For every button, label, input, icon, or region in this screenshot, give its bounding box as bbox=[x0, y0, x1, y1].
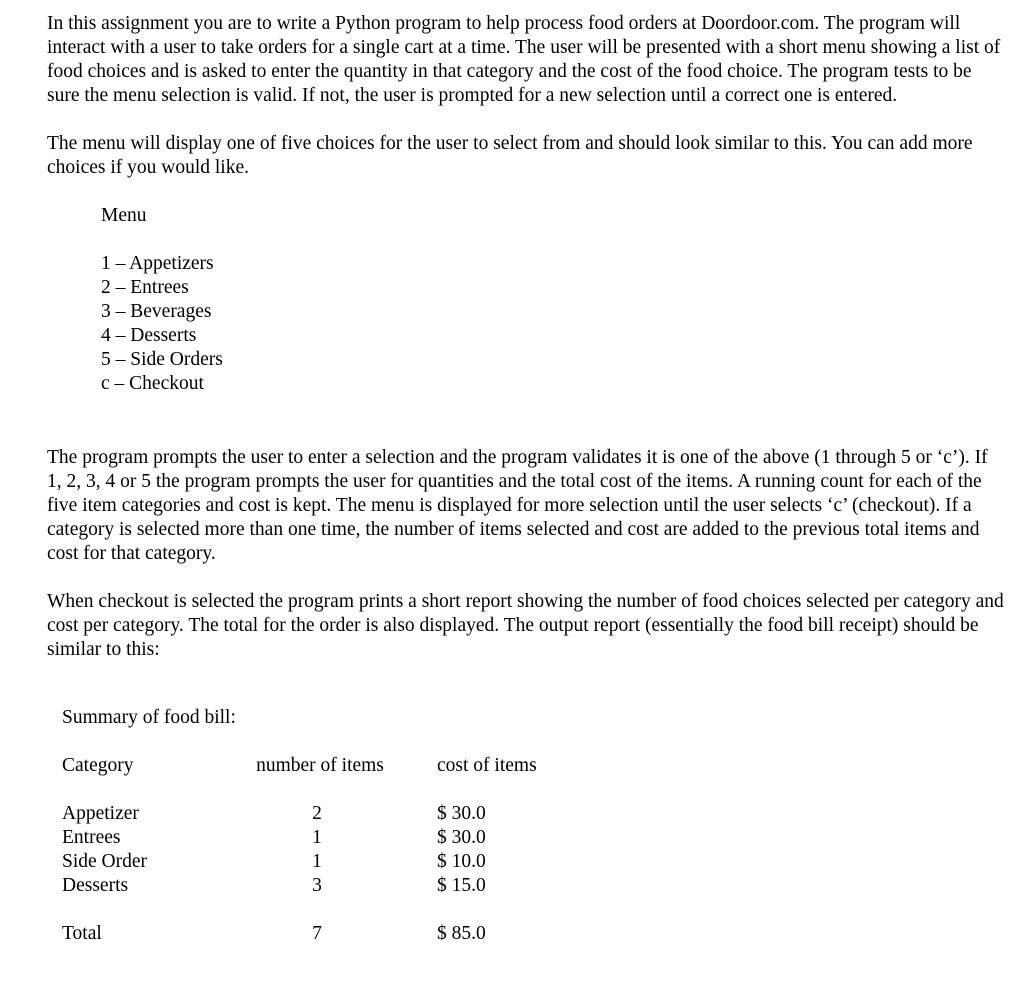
row-category: Entrees bbox=[62, 827, 121, 848]
category-header: Category bbox=[62, 755, 134, 776]
menu-item: 1 – Appetizers bbox=[101, 253, 214, 274]
row-category: Side Order bbox=[62, 851, 148, 872]
menu-example bbox=[101, 204, 1007, 396]
row-number: 1 bbox=[312, 851, 322, 872]
row-number: 3 bbox=[312, 875, 322, 896]
menu-item: 3 – Beverages bbox=[101, 301, 212, 322]
menu-item: 5 – Side Orders bbox=[101, 349, 223, 370]
row-cost: $ 10.0 bbox=[437, 851, 486, 872]
row-cost: $ 30.0 bbox=[437, 803, 486, 824]
cost-header: cost of items bbox=[437, 755, 537, 776]
summary-row bbox=[62, 874, 662, 898]
process-paragraph: The program prompts the user to enter a selection and the program validates it is one of the above (1 through 5 or ‘c’). If 1, 2, 3, 4 or 5 the program prompts the user for quantities and the total cost of the items. A running count for each of the five item categories and cost is kept. The menu is displayed for more selection until the user selects ‘c’ (checkout). If a category is selected more than one time, the number of items selected and cost are added to the previous total items and cost for that category. bbox=[47, 447, 988, 564]
number-header: number of items bbox=[256, 755, 384, 776]
menu-list bbox=[101, 252, 1007, 396]
summary-report bbox=[62, 706, 662, 946]
row-cost: $ 30.0 bbox=[437, 827, 486, 848]
summary-row bbox=[62, 826, 662, 850]
menu-item: 2 – Entrees bbox=[101, 277, 189, 298]
row-category: Desserts bbox=[62, 875, 129, 896]
summary-header-row bbox=[62, 754, 662, 778]
menu-item: 4 – Desserts bbox=[101, 325, 197, 346]
menu-item: c – Checkout bbox=[101, 373, 204, 394]
summary-row bbox=[62, 802, 662, 826]
total-label: Total bbox=[62, 923, 102, 944]
total-number: 7 bbox=[312, 923, 322, 944]
row-cost: $ 15.0 bbox=[437, 875, 486, 896]
total-cost: $ 85.0 bbox=[437, 923, 486, 944]
assignment-document bbox=[47, 12, 1007, 662]
summary-total-row bbox=[62, 922, 662, 946]
summary-row bbox=[62, 850, 662, 874]
summary-title: Summary of food bill: bbox=[62, 707, 236, 728]
row-number: 1 bbox=[312, 827, 322, 848]
menu-intro-paragraph: The menu will display one of five choices for the user to select from and should look similar to this. You can add more choices if you would like. bbox=[47, 133, 973, 178]
intro-paragraph: In this assignment you are to write a Python program to help process food orders at Doordoor.com. The program will interact with a user to take orders for a single cart at a time. The user will be presented with a short menu showing a list of food choices and is asked to enter the quantity in that category and the cost of the food choice. The program tests to be sure the menu selection is valid. If not, the user is prompted for a new selection until a correct one is entered. bbox=[47, 13, 1001, 106]
row-number: 2 bbox=[312, 803, 322, 824]
menu-title: Menu bbox=[101, 205, 147, 226]
row-category: Appetizer bbox=[62, 803, 139, 824]
checkout-paragraph: When checkout is selected the program prints a short report showing the number of food choices selected per category and cost per category. The total for the order is also displayed. The output report (essentially the food bill receipt) should be similar to this: bbox=[47, 591, 1004, 660]
